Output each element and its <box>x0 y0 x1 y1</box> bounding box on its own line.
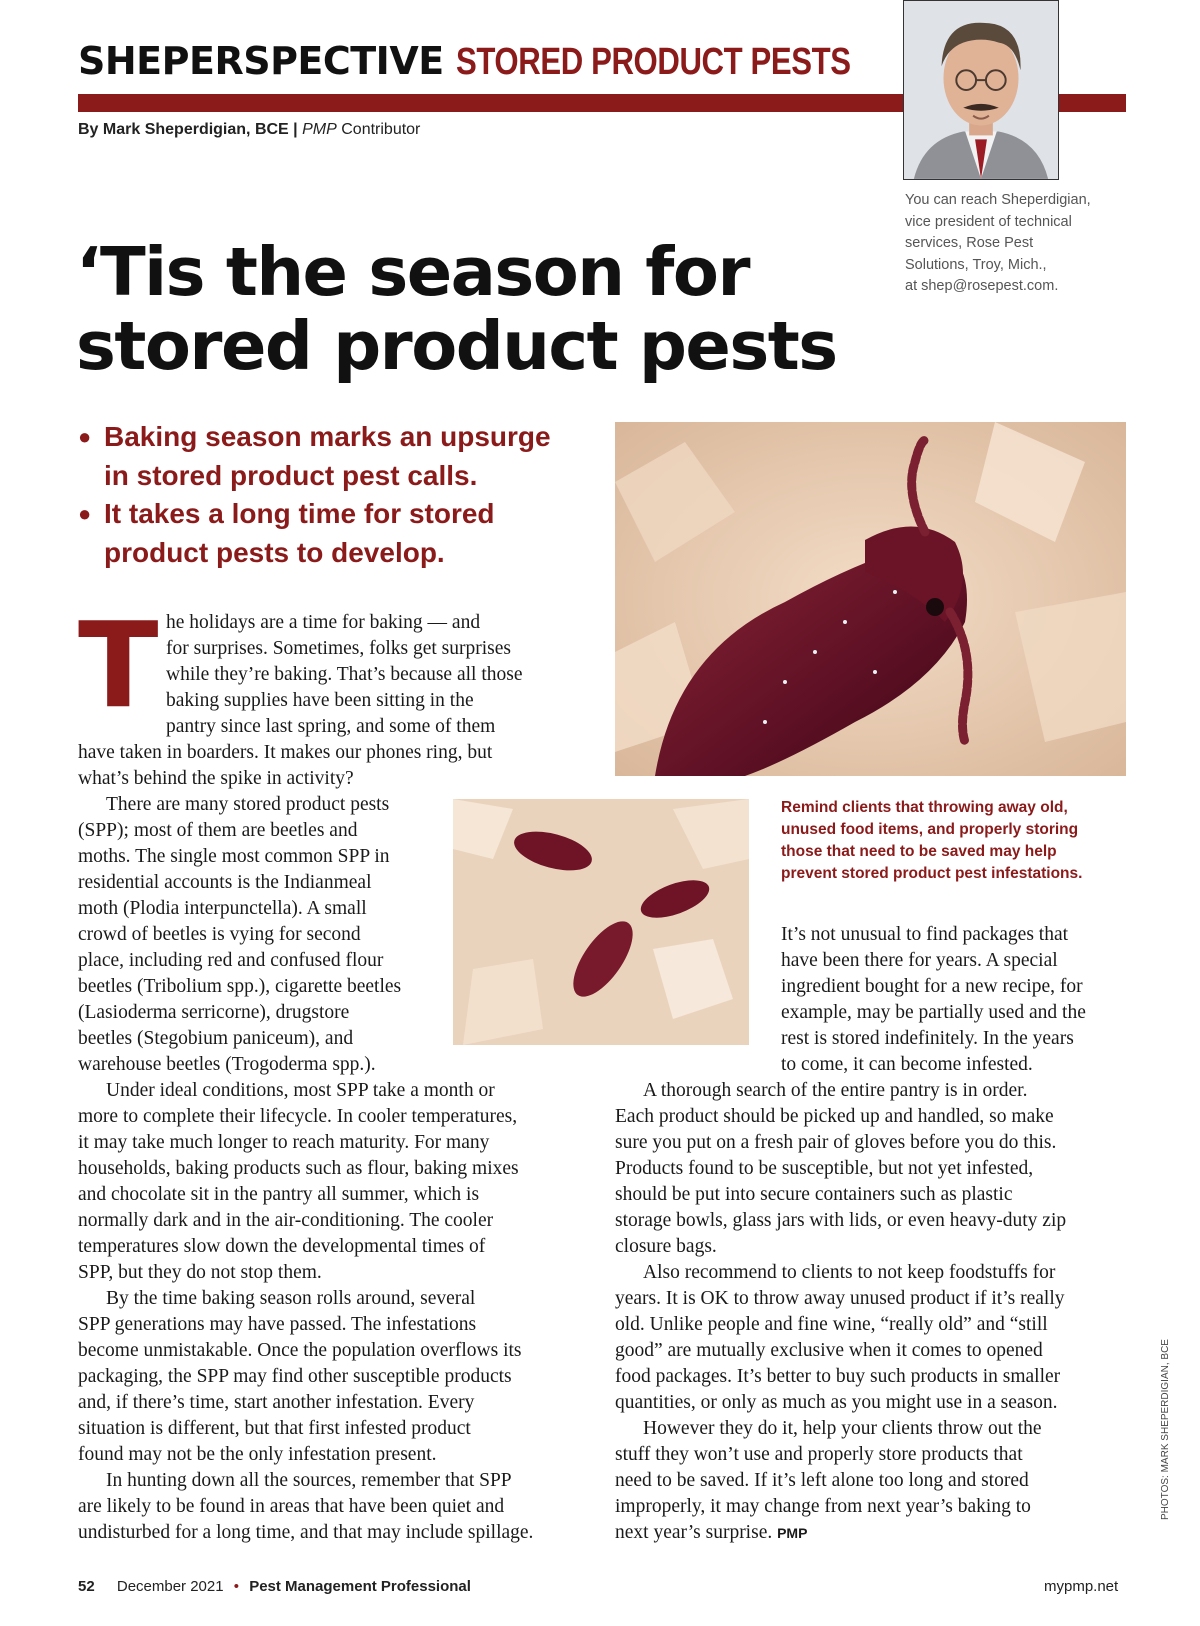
portrait-image <box>904 1 1058 179</box>
article-line: households, baking products such as flour, baking mixes <box>78 1158 519 1179</box>
beetle-closeup-photo <box>615 422 1126 776</box>
summary-bullets <box>78 418 598 572</box>
article-line: crowd of beetles is vying for second <box>78 924 361 945</box>
author-portrait <box>903 0 1059 180</box>
article-line: SPP, but they do not stop them. <box>78 1262 322 1283</box>
issue-date: December 2021 <box>116 1578 224 1595</box>
article-line: packaging, the SPP may find other susceptible products <box>78 1366 512 1387</box>
article-line: However they do it, help your clients throw out the <box>643 1418 1042 1439</box>
caption-line: prevent stored product pest infestations. <box>781 865 1083 882</box>
article-line: and, if there’s time, start another infestation. Every <box>78 1392 475 1413</box>
article-column-2 <box>615 1078 1066 1546</box>
headline <box>76 235 837 383</box>
byline-publication: PMP <box>302 121 337 138</box>
article-line: normally dark and in the air-conditioning. The cooler <box>78 1210 494 1231</box>
article-line: There are many stored product pests <box>106 794 390 815</box>
article-line: what’s behind the spike in activity? <box>78 768 354 789</box>
article-line: By the time baking season rolls around, several <box>106 1288 476 1309</box>
website-link[interactable]: mypmp.net <box>1044 1578 1119 1595</box>
footer-bullet: • <box>233 1578 240 1595</box>
article-line: baking supplies have been sitting in the <box>166 690 474 711</box>
article-line: In hunting down all the sources, remember that SPP <box>106 1470 512 1491</box>
article-line: food packages. It’s better to buy such products in smaller <box>615 1366 1061 1387</box>
article-line: pantry since last spring, and some of them <box>166 716 496 737</box>
article-line: have taken in boarders. It makes our phones ring, but <box>78 742 493 763</box>
article-column-1-narrow <box>78 792 401 1078</box>
article-line: A thorough search of the entire pantry is in order. <box>643 1080 1028 1101</box>
byline-author: By Mark Sheperdigian, BCE <box>78 121 289 138</box>
article-line: undisturbed for a long time, and that may include spillage. <box>78 1522 534 1543</box>
article-line: stuff they won’t use and properly store products that <box>615 1444 1023 1465</box>
article-line: warehouse beetles (Trogoderma spp.). <box>78 1054 376 1075</box>
article-line: rest is stored indefinitely. In the years <box>781 1028 1074 1049</box>
byline-role: Contributor <box>341 121 421 138</box>
article-line: ingredient bought for a new recipe, for <box>781 976 1083 997</box>
article-line: it may take much longer to reach maturity. For many <box>78 1132 490 1153</box>
article-line: are likely to be found in areas that have been quiet and <box>78 1496 505 1517</box>
beetle-closeup-image <box>615 422 1126 776</box>
photo-credit: PHOTOS: MARK SHEPERDIGIAN, BCE <box>1160 1339 1171 1520</box>
article-line: Products found to be susceptible, but not yet infested, <box>615 1158 1034 1179</box>
article-column-1-b <box>78 1078 533 1546</box>
contact-line: vice president of technical <box>905 213 1072 230</box>
beetles-group-image <box>453 799 749 1045</box>
article-line: found may not be the only infestation present. <box>78 1444 437 1465</box>
end-mark: PMP <box>777 1525 808 1541</box>
page-number: 52 <box>78 1578 95 1595</box>
contact-line: services, Rose Pest <box>905 235 1034 251</box>
article-line: Each product should be picked up and handled, so make <box>615 1106 1054 1127</box>
article-line: quantities, or only as much as you might use in a season. <box>615 1392 1058 1413</box>
article-line: It’s not unusual to find packages that <box>781 924 1069 945</box>
byline-separator: | <box>293 121 298 138</box>
magazine-name: Pest Management Professional <box>249 1578 471 1595</box>
section-topic: STORED PRODUCT PESTS <box>456 41 852 83</box>
article-line: sure you put on a fresh pair of gloves before you do this. <box>615 1132 1057 1153</box>
contact-line: You can reach Sheperdigian, <box>905 192 1091 208</box>
article-line: (Lasioderma serricorne), drugstore <box>78 1002 350 1023</box>
article-line: storage bowls, glass jars with lids, or even heavy-duty zip <box>615 1210 1067 1231</box>
beetles-group-photo <box>453 799 749 1045</box>
summary-bullet: ● It takes a long time for stored product pests to develop. <box>78 495 598 572</box>
article-line: Also recommend to clients to not keep foodstuffs for <box>643 1262 1056 1283</box>
article-line: and chocolate sit in the pantry all summer, which is <box>78 1184 480 1205</box>
drop-cap: T <box>78 596 159 734</box>
caption-line: unused food items, and properly storing <box>781 821 1079 838</box>
section-name: SHEPERSPECTIVE <box>78 39 444 83</box>
article-line: SPP generations may have passed. The infestations <box>78 1314 477 1335</box>
article-line: have been there for years. A special <box>781 950 1058 971</box>
article-line: he holidays are a time for baking — and <box>166 612 481 633</box>
article-line: while they’re baking. That’s because all those <box>166 664 523 685</box>
author-contact <box>905 190 1105 298</box>
summary-bullet: ● Baking season marks an upsurge in stored product pest calls. <box>78 418 598 495</box>
photo-caption <box>781 797 1126 885</box>
article-line: should be put into secure containers such as plastic <box>615 1184 1013 1205</box>
article-line: example, may be partially used and the <box>781 1002 1086 1023</box>
article-line: become unmistakable. Once the population overflows its <box>78 1340 522 1361</box>
article-line: beetles (Stegobium paniceum), and <box>78 1028 354 1049</box>
article-line: residential accounts is the Indianmeal <box>78 872 372 893</box>
article-line: moth (Plodia interpunctella). A small <box>78 898 367 919</box>
article-line: place, including red and confused flour <box>78 950 384 971</box>
headline-line: ‘Tis the season for <box>76 233 750 311</box>
article-column-1-a <box>78 740 492 792</box>
article-line: moths. The single most common SPP in <box>78 846 390 867</box>
article-line: more to complete their lifecycle. In cooler temperatures, <box>78 1106 518 1127</box>
caption-line: Remind clients that throwing away old, <box>781 799 1068 816</box>
article-line: years. It is OK to throw away unused product if it’s really <box>615 1288 1065 1309</box>
caption-line: those that need to be saved may help <box>781 843 1057 860</box>
page-footer <box>78 1578 471 1595</box>
byline <box>78 121 420 139</box>
contact-line: at shep@rosepest.com. <box>905 278 1059 294</box>
article-line: closure bags. <box>615 1236 717 1257</box>
article-line: temperatures slow down the developmental times of <box>78 1236 486 1257</box>
section-title <box>78 39 938 83</box>
article-column-1-intro <box>166 610 522 740</box>
article-line: need to be saved. If it’s left alone too long and stored <box>615 1470 1029 1491</box>
headline-line: stored product pests <box>76 307 837 385</box>
article-line: to come, it can become infested. <box>781 1054 1033 1075</box>
article-line: good” are mutually exclusive when it comes to opened <box>615 1340 1043 1361</box>
article-line: beetles (Tribolium spp.), cigarette beetles <box>78 976 402 997</box>
article-line: old. Unlike people and fine wine, “really old” and “still <box>615 1314 1048 1335</box>
article-line: situation is different, but that first infested product <box>78 1418 471 1439</box>
article-line: improperly, it may change from next year’s baking to <box>615 1496 1031 1517</box>
contact-line: Solutions, Troy, Mich., <box>905 256 1047 273</box>
article-line: Under ideal conditions, most SPP take a month or <box>106 1080 495 1101</box>
article-line: (SPP); most of them are beetles and <box>78 820 358 841</box>
article-column-2-narrow <box>781 922 1086 1078</box>
article-line: for surprises. Sometimes, folks get surprises <box>166 638 512 659</box>
article-line: next year’s surprise. PMP <box>615 1522 808 1543</box>
